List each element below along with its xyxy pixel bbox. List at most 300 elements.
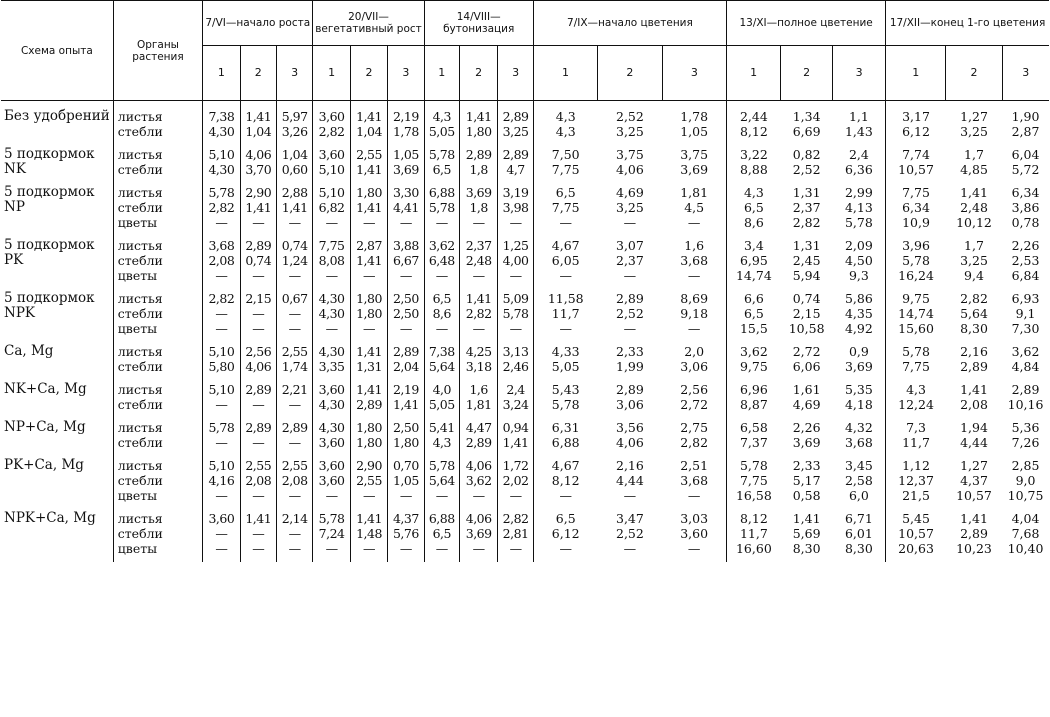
subcol-header: 3 <box>1002 46 1049 101</box>
value: 2,16 <box>960 344 988 359</box>
value-cell <box>1002 380 1049 418</box>
value: 7,75 <box>902 359 930 374</box>
value: 3,70 <box>245 162 272 177</box>
value: 2,0 <box>684 344 705 359</box>
value: 2,56 <box>680 382 709 397</box>
value-cell <box>533 342 597 380</box>
value: 5,78 <box>428 147 455 162</box>
value: 4,69 <box>616 185 644 200</box>
value: 1,05 <box>392 147 419 162</box>
value: 4,13 <box>844 200 873 215</box>
value: 16,60 <box>735 541 772 556</box>
value: 6,88 <box>428 511 455 526</box>
value: 1,99 <box>616 359 644 374</box>
value: 10,16 <box>1007 397 1044 412</box>
value: 1,78 <box>392 124 419 139</box>
value: 8,12 <box>739 124 768 139</box>
value: 2,14 <box>281 511 308 526</box>
value-cell <box>598 456 662 509</box>
value: 3,69 <box>792 435 821 450</box>
value-cell <box>459 183 497 236</box>
value-cell <box>276 236 312 289</box>
value: 1,80 <box>356 420 382 435</box>
value: 6,71 <box>844 511 873 526</box>
value: 2,09 <box>844 238 873 253</box>
value: 3,60 <box>318 109 345 124</box>
value: — <box>559 321 572 336</box>
value: 0,67 <box>281 291 308 306</box>
value: 4,06 <box>616 435 644 450</box>
value: 3,26 <box>281 124 308 139</box>
value: 1,41 <box>245 109 272 124</box>
value: 1,90 <box>1011 109 1040 124</box>
value: 3,68 <box>680 253 709 268</box>
value-cell <box>203 236 240 289</box>
value: 4,85 <box>960 162 988 177</box>
value: 4,30 <box>318 420 345 435</box>
value-cell <box>833 236 886 289</box>
value-cell <box>240 380 276 418</box>
value: 1,80 <box>392 435 419 450</box>
value: 3,07 <box>616 238 644 253</box>
value: 6,5 <box>432 526 451 541</box>
value: — <box>472 488 485 503</box>
value: 7,37 <box>739 435 768 450</box>
value: 21,5 <box>902 488 930 503</box>
value-cell <box>276 418 312 456</box>
value: 1,41 <box>245 200 272 215</box>
value-cell <box>886 456 946 509</box>
value: 8,6 <box>743 215 764 230</box>
value: 1,1 <box>848 109 869 124</box>
value: 4,44 <box>616 473 644 488</box>
value: 4,69 <box>792 397 821 412</box>
value-cell <box>946 509 1002 562</box>
value: 5,10 <box>208 344 235 359</box>
value: 2,37 <box>465 238 492 253</box>
value: — <box>435 268 448 283</box>
value-cell <box>350 236 387 289</box>
value: 3,25 <box>960 124 988 139</box>
value: 3,62 <box>428 238 455 253</box>
value-cell <box>350 101 387 146</box>
value: 5,94 <box>792 268 821 283</box>
value: 3,60 <box>318 458 345 473</box>
table-row <box>1 236 1049 289</box>
value: 1,80 <box>465 124 492 139</box>
value: — <box>215 435 228 450</box>
value: 11,7 <box>551 306 580 321</box>
value-cell <box>498 342 533 380</box>
value: 3,62 <box>1011 344 1040 359</box>
value: 2,87 <box>356 238 382 253</box>
value: 5,78 <box>502 306 529 321</box>
value: 1,04 <box>245 124 272 139</box>
value-cell <box>833 101 886 146</box>
value-cell <box>886 289 946 342</box>
organ-label: листья <box>117 344 163 359</box>
value: 4,06 <box>245 147 272 162</box>
value-cell <box>459 509 497 562</box>
organ-label: стебли <box>117 200 163 215</box>
value: 4,5 <box>684 200 705 215</box>
value: 1,41 <box>356 200 382 215</box>
value-cell <box>781 342 833 380</box>
value: 4,00 <box>502 253 529 268</box>
value: 2,37 <box>616 253 644 268</box>
value: 6,34 <box>902 200 930 215</box>
header-period-6: 17/XII—конец 1-го цветения <box>886 1 1049 46</box>
value: 5,97 <box>281 109 308 124</box>
header-scheme: Схема опыта <box>1 1 113 101</box>
value-cell <box>240 183 276 236</box>
value: 4,18 <box>844 397 873 412</box>
value: 7,26 <box>1011 435 1040 450</box>
header-period-2: 20/VII—вегетативный рост <box>313 1 424 46</box>
value: 3,25 <box>960 253 988 268</box>
value-cell <box>946 289 1002 342</box>
value: — <box>399 215 412 230</box>
value-cell <box>350 509 387 562</box>
value-cell <box>662 380 726 418</box>
value: 5,10 <box>318 162 345 177</box>
value: 6,58 <box>739 420 768 435</box>
value: — <box>215 526 228 541</box>
value-cell <box>946 456 1002 509</box>
value: — <box>435 215 448 230</box>
value: 5,10 <box>318 185 345 200</box>
value: 7,50 <box>551 147 580 162</box>
subcol-header: 2 <box>350 46 387 101</box>
value-cell <box>727 456 781 509</box>
value: 1,48 <box>356 526 382 541</box>
subcol-header: 3 <box>833 46 886 101</box>
value: 1,80 <box>356 435 382 450</box>
value: 8,88 <box>739 162 768 177</box>
value: — <box>559 215 572 230</box>
value: 1,41 <box>502 435 529 450</box>
value: 2,89 <box>465 435 492 450</box>
value-cell <box>350 183 387 236</box>
value-cell <box>313 183 350 236</box>
value-cell <box>240 456 276 509</box>
value: 1,6 <box>469 382 488 397</box>
value-cell <box>662 509 726 562</box>
value: 9,4 <box>964 268 984 283</box>
value: 6,48 <box>428 253 455 268</box>
value: — <box>687 268 701 283</box>
value-cell <box>203 342 240 380</box>
value: — <box>325 215 338 230</box>
value-cell <box>533 183 597 236</box>
header-period-1: 7/VI—начало роста <box>203 1 313 46</box>
value: 11,7 <box>902 435 930 450</box>
value-cell <box>833 456 886 509</box>
value: 2,90 <box>356 458 382 473</box>
value: 1,04 <box>281 147 308 162</box>
value: 5,78 <box>844 215 873 230</box>
value: 3,69 <box>465 185 492 200</box>
value: — <box>252 306 265 321</box>
value: 9,0 <box>1015 473 1036 488</box>
value: — <box>399 321 412 336</box>
value-cell <box>388 380 424 418</box>
value: — <box>325 488 338 503</box>
value: — <box>288 268 301 283</box>
value-cell <box>350 342 387 380</box>
subcol-header: 3 <box>498 46 533 101</box>
value: — <box>399 488 412 503</box>
subcol-header: 3 <box>662 46 726 101</box>
value: 2,19 <box>392 382 419 397</box>
value: 4,3 <box>555 124 576 139</box>
value: 1,04 <box>356 124 382 139</box>
organ-label: листья <box>117 511 163 526</box>
value: 1,31 <box>792 185 821 200</box>
value: 8,30 <box>792 541 821 556</box>
value: 3,60 <box>680 526 709 541</box>
value: 2,16 <box>616 458 644 473</box>
value: 2,89 <box>502 147 529 162</box>
value-cell <box>598 380 662 418</box>
value: 10,75 <box>1007 488 1044 503</box>
subcol-header: 1 <box>424 46 459 101</box>
value: 6,36 <box>844 162 873 177</box>
value-cell <box>424 289 459 342</box>
subcol-header: 2 <box>459 46 497 101</box>
organ-label: листья <box>117 185 163 200</box>
value-cell <box>833 289 886 342</box>
value-cell <box>833 380 886 418</box>
value: 2,08 <box>281 473 308 488</box>
value: 1,41 <box>356 382 382 397</box>
value: 7,75 <box>318 238 345 253</box>
value: 5,78 <box>428 200 455 215</box>
organs-cell <box>113 380 202 418</box>
value: 6,6 <box>743 291 764 306</box>
value-cell <box>203 101 240 146</box>
value-cell <box>276 380 312 418</box>
value-cell <box>276 342 312 380</box>
value-cell <box>886 380 946 418</box>
value-cell <box>313 289 350 342</box>
value-cell <box>313 380 350 418</box>
value: — <box>623 488 637 503</box>
value-cell <box>388 183 424 236</box>
value: 6,5 <box>432 291 451 306</box>
value: 3,68 <box>844 435 873 450</box>
value-cell <box>727 509 781 562</box>
value: — <box>288 488 301 503</box>
table-row <box>1 289 1049 342</box>
header-period-3: 14/VIII—бутонизация <box>424 1 533 46</box>
value-cell <box>459 145 497 183</box>
scheme-cell: 5 подкормок NP <box>4 184 95 215</box>
value: 2,48 <box>960 200 988 215</box>
value: 1,78 <box>680 109 709 124</box>
value: 10,58 <box>788 321 825 336</box>
organ-label: стебли <box>117 162 163 177</box>
subcol-header: 1 <box>727 46 781 101</box>
value-cell <box>459 289 497 342</box>
value: 2,82 <box>792 215 821 230</box>
value: 7,24 <box>318 526 345 541</box>
value-cell <box>946 145 1002 183</box>
value: 5,05 <box>551 359 580 374</box>
value: — <box>288 215 301 230</box>
organ-label: листья <box>117 291 163 306</box>
value: 2,89 <box>392 344 419 359</box>
value: — <box>363 541 375 556</box>
value: 5,35 <box>844 382 873 397</box>
value: 5,69 <box>792 526 821 541</box>
value-cell <box>350 456 387 509</box>
value-cell <box>727 289 781 342</box>
value: 4,3 <box>432 109 451 124</box>
value: — <box>687 215 701 230</box>
value: 15,60 <box>898 321 934 336</box>
value: 10,12 <box>956 215 992 230</box>
value-cell <box>313 236 350 289</box>
table-row <box>1 145 1049 183</box>
value-cell <box>598 509 662 562</box>
value-cell <box>598 145 662 183</box>
value: 3,60 <box>318 473 345 488</box>
value-cell <box>598 101 662 146</box>
table-row <box>1 380 1049 418</box>
value-cell <box>350 418 387 456</box>
value: 1,41 <box>356 344 382 359</box>
value: 2,44 <box>739 109 768 124</box>
value: 6,5 <box>555 511 576 526</box>
value-cell <box>727 418 781 456</box>
value: 6,82 <box>318 200 345 215</box>
value: 4,41 <box>392 200 419 215</box>
value: 4,50 <box>844 253 873 268</box>
value: 1,31 <box>792 238 821 253</box>
organs-cell <box>113 101 202 146</box>
value: 3,69 <box>392 162 419 177</box>
organ-label: цветы <box>117 215 158 230</box>
value: 1,94 <box>960 420 988 435</box>
value: 8,12 <box>551 473 580 488</box>
value: 1,7 <box>964 147 984 162</box>
value: 2,82 <box>318 124 345 139</box>
value-cell <box>1002 289 1049 342</box>
subcol-header: 2 <box>946 46 1002 101</box>
value-cell <box>313 456 350 509</box>
value: 12,24 <box>898 397 934 412</box>
value: 0,74 <box>792 291 821 306</box>
value: 0,58 <box>792 488 821 503</box>
value-cell <box>886 101 946 146</box>
scheme-cell: 5 подкормок PK <box>4 237 95 268</box>
value: 2,89 <box>960 359 988 374</box>
value-cell <box>424 101 459 146</box>
value-cell <box>1002 236 1049 289</box>
value-cell <box>203 456 240 509</box>
value: 4,04 <box>1011 511 1040 526</box>
value: 5,05 <box>428 124 455 139</box>
value: 3,13 <box>502 344 529 359</box>
value: 5,36 <box>1011 420 1040 435</box>
value-cell <box>350 145 387 183</box>
value-cell <box>203 289 240 342</box>
value: 3,25 <box>502 124 529 139</box>
value-cell <box>240 145 276 183</box>
value: 6,88 <box>551 435 580 450</box>
value-cell <box>350 380 387 418</box>
value: 5,78 <box>551 397 580 412</box>
value: 4,44 <box>960 435 988 450</box>
value-cell <box>598 183 662 236</box>
value: — <box>215 488 228 503</box>
value-cell <box>388 418 424 456</box>
value: 2,26 <box>1011 238 1040 253</box>
value-cell <box>388 289 424 342</box>
value-cell <box>498 183 533 236</box>
value: 10,57 <box>956 488 992 503</box>
value: 2,72 <box>792 344 821 359</box>
value: 2,50 <box>392 306 419 321</box>
value: 2,04 <box>392 359 419 374</box>
value-cell <box>313 342 350 380</box>
value-cell <box>498 509 533 562</box>
value-cell <box>598 289 662 342</box>
organs-cell <box>113 145 202 183</box>
value: 1,24 <box>281 253 308 268</box>
value: 2,52 <box>616 109 644 124</box>
organs-cell <box>113 509 202 562</box>
value: 3,75 <box>616 147 644 162</box>
value-cell <box>313 145 350 183</box>
value: 2,89 <box>356 397 382 412</box>
value: 3,06 <box>680 359 709 374</box>
value: 6,69 <box>792 124 821 139</box>
value: 5,78 <box>318 511 345 526</box>
value-cell <box>276 456 312 509</box>
scheme-cell: 5 подкормок NK <box>4 146 95 177</box>
value: 2,89 <box>960 526 988 541</box>
value-cell <box>1002 456 1049 509</box>
value: 3,68 <box>680 473 709 488</box>
table-row <box>1 101 1049 146</box>
value: — <box>472 541 485 556</box>
value: 2,82 <box>680 435 709 450</box>
value: 2,55 <box>281 344 308 359</box>
value-cell <box>727 380 781 418</box>
header-organs: Органы растения <box>113 1 202 101</box>
value: 10,57 <box>898 526 934 541</box>
value: 2,15 <box>792 306 821 321</box>
value: 0,82 <box>792 147 821 162</box>
value: — <box>252 268 265 283</box>
value: 0,60 <box>281 162 308 177</box>
scheme-cell: NK+Ca, Mg <box>4 381 87 397</box>
value-cell <box>662 342 726 380</box>
value: 4,3 <box>906 382 926 397</box>
value: 4,30 <box>208 162 235 177</box>
value: 3,68 <box>208 238 235 253</box>
value: 2,33 <box>616 344 644 359</box>
value: — <box>509 268 522 283</box>
value-cell <box>388 145 424 183</box>
value-cell <box>424 418 459 456</box>
value: 10,9 <box>902 215 930 230</box>
value-cell <box>727 101 781 146</box>
value: 5,78 <box>902 344 930 359</box>
value: 2,55 <box>281 458 308 473</box>
